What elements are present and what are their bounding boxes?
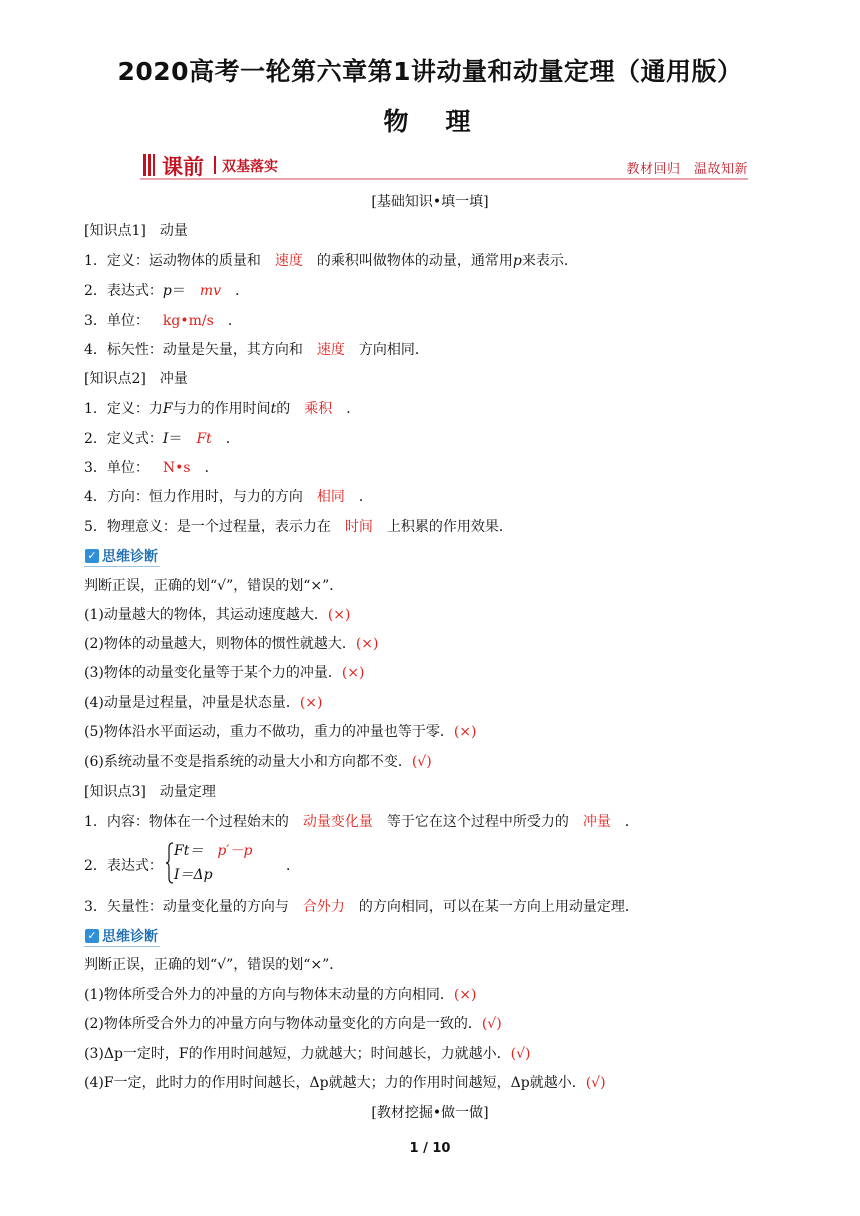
kp2-heading: [知识点2] 冲量: [84, 371, 188, 387]
kp1-heading: [知识点1] 动量: [84, 223, 188, 239]
formula-line: [174, 842, 266, 860]
statement: (3)物体的动量变化量等于某个力的冲量．: [84, 665, 342, 681]
formula-line: I＝Δp: [174, 867, 213, 883]
statement: (2)物体所受合外力的冲量方向与物体动量变化的方向是一致的．: [84, 1016, 482, 1032]
diagnosis-badge: [84, 928, 160, 947]
statement: (5)物体沿水平面运动，重力不做功，重力的冲量也等于零．: [84, 724, 454, 740]
text: 来表示．: [521, 253, 578, 269]
judgement-mark: (×): [327, 607, 351, 623]
text: ．: [235, 283, 250, 299]
page-number: 1 / 10: [409, 1141, 451, 1156]
judgement-mark: (×): [341, 665, 365, 681]
text: 上积累的作用效果．: [386, 519, 513, 535]
kp3-line-1: [84, 813, 639, 831]
kp2-line-5: [84, 518, 513, 536]
variable: p: [162, 283, 172, 299]
judgement-mark: (√): [585, 1075, 606, 1091]
judgement-mark: (√): [411, 754, 432, 770]
kp3-heading: [知识点3] 动量定理: [84, 784, 216, 800]
banner-separator: [214, 156, 216, 174]
banner-subtitle: 双基落实: [222, 159, 278, 175]
banner-bars-icon: [143, 154, 155, 176]
statement: (2)物体的动量越大，则物体的惯性就越大．: [84, 636, 356, 652]
section-banner: [140, 152, 748, 180]
badge-label: 思维诊断: [102, 549, 158, 565]
diag2-intro: 判断正误，正确的划“√”，错误的划“×”．: [84, 957, 344, 973]
answer: p′－p: [217, 843, 253, 859]
diag1-item: [84, 753, 432, 771]
judgement-mark: (×): [299, 695, 323, 711]
text: 2．定义式：: [84, 431, 163, 447]
text: 2．表达式：: [84, 858, 163, 874]
formula-lhs: Ft＝: [174, 843, 204, 859]
text: 与力的作用时间: [172, 401, 271, 417]
judgement-mark: (×): [453, 987, 477, 1003]
judgement-mark: (×): [453, 724, 477, 740]
answer: N•s: [162, 460, 191, 476]
kp3-line-3: [84, 898, 639, 916]
answer: 速度: [274, 253, 303, 269]
banner-tagline: 教材回归 温故知新: [626, 162, 748, 177]
text: 4．标矢性：动量是矢量，其方向和: [84, 342, 303, 358]
answer: 相同: [316, 489, 345, 505]
brace-icon: [166, 842, 174, 884]
subject-heading: 物 理: [383, 107, 477, 136]
badge-label: 思维诊断: [102, 929, 158, 945]
answer: 时间: [344, 519, 373, 535]
diag2-item: [84, 1015, 502, 1033]
text: 方向相同．: [358, 342, 429, 358]
kp2-line-1: [84, 400, 360, 418]
section-basic-heading: [基础知识•填一填]: [371, 194, 489, 210]
banner-title: 课前: [162, 155, 204, 179]
judgement-mark: (×): [355, 636, 379, 652]
diagnosis-badge: [84, 548, 160, 567]
statement: (1)动量越大的物体，其运动速度越大．: [84, 607, 328, 623]
statement: (3)Δp一定时，F的作用时间越短，力就越大；时间越长，力就越小．: [84, 1046, 511, 1062]
statement: (1)物体所受合外力的冲量的方向与物体末动量的方向相同．: [84, 987, 454, 1003]
text: 的: [276, 401, 291, 417]
answer: mv: [199, 283, 222, 299]
text: 4．方向：恒力作用时，与力的方向: [84, 489, 303, 505]
text: 3．单位：: [84, 313, 149, 329]
kp1-line-1: [84, 252, 578, 270]
text: ＝: [171, 283, 186, 299]
text: ＝: [168, 431, 183, 447]
text: 1．定义：运动物体的质量和: [84, 253, 261, 269]
judgement-mark: (√): [481, 1016, 502, 1032]
diag2-item: [84, 986, 477, 1004]
diag1-intro: 判断正误，正确的划“√”，错误的划“×”．: [84, 578, 344, 594]
diag1-item: [84, 606, 351, 624]
text: 1．定义：力: [84, 401, 163, 417]
answer: Ft: [196, 431, 212, 447]
text: 等于它在这个过程中所受力的: [386, 814, 569, 830]
answer: 动量变化量: [302, 814, 373, 830]
kp2-line-3: [84, 459, 219, 477]
diag2-item: [84, 1045, 530, 1063]
variable: t: [270, 401, 277, 417]
kp1-line-4: [84, 341, 429, 359]
text: ．: [225, 431, 240, 447]
answer: 速度: [316, 342, 345, 358]
text: 3．矢量性：动量变化量的方向与: [84, 899, 289, 915]
statement: (4)动量是过程量，冲量是状态量．: [84, 695, 300, 711]
variable: p: [512, 253, 522, 269]
checkmark-icon: ✓: [85, 549, 99, 563]
kp1-line-2: [84, 282, 249, 300]
answer: 乘积: [304, 401, 333, 417]
text: 3．单位：: [84, 460, 149, 476]
kp2-line-2: [84, 430, 240, 448]
kp2-line-4: [84, 488, 373, 506]
document-title: 2020高考一轮第六章第1讲动量和动量定理（通用版）: [117, 57, 743, 86]
text: 的方向相同，可以在某一方向上用动量定理．: [358, 899, 639, 915]
diag1-item: [84, 694, 323, 712]
text: ．: [227, 313, 242, 329]
answer: kg•m/s: [162, 313, 214, 329]
diag1-item: [84, 635, 379, 653]
text: 1．内容：物体在一个过程始末的: [84, 814, 289, 830]
text: ．: [358, 489, 373, 505]
text: 2．表达式：: [84, 283, 163, 299]
statement: (4)F一定，此时力的作用时间越长，Δp就越大；力的作用时间越短，Δp就越小．: [84, 1075, 586, 1091]
text: ．: [346, 401, 361, 417]
text: ．: [286, 858, 300, 874]
kp1-line-3: [84, 312, 242, 330]
checkmark-icon: ✓: [85, 929, 99, 943]
text: 的乘积叫做物体的动量，通常用: [316, 253, 513, 269]
text: ．: [624, 814, 639, 830]
answer: 冲量: [582, 814, 611, 830]
statement: (6)系统动量不变是指系统的动量大小和方向都不变．: [84, 754, 412, 770]
text: 5．物理意义：是一个过程量，表示力在: [84, 519, 331, 535]
variable: F: [162, 401, 173, 417]
judgement-mark: (√): [510, 1046, 531, 1062]
variable: I: [162, 431, 169, 447]
text: ．: [204, 460, 219, 476]
diag2-item: [84, 1074, 606, 1092]
answer: 合外力: [302, 899, 345, 915]
diag1-item: [84, 664, 365, 682]
section-textbook-heading: [教材挖掘•做一做]: [371, 1105, 489, 1121]
diag1-item: [84, 723, 477, 741]
